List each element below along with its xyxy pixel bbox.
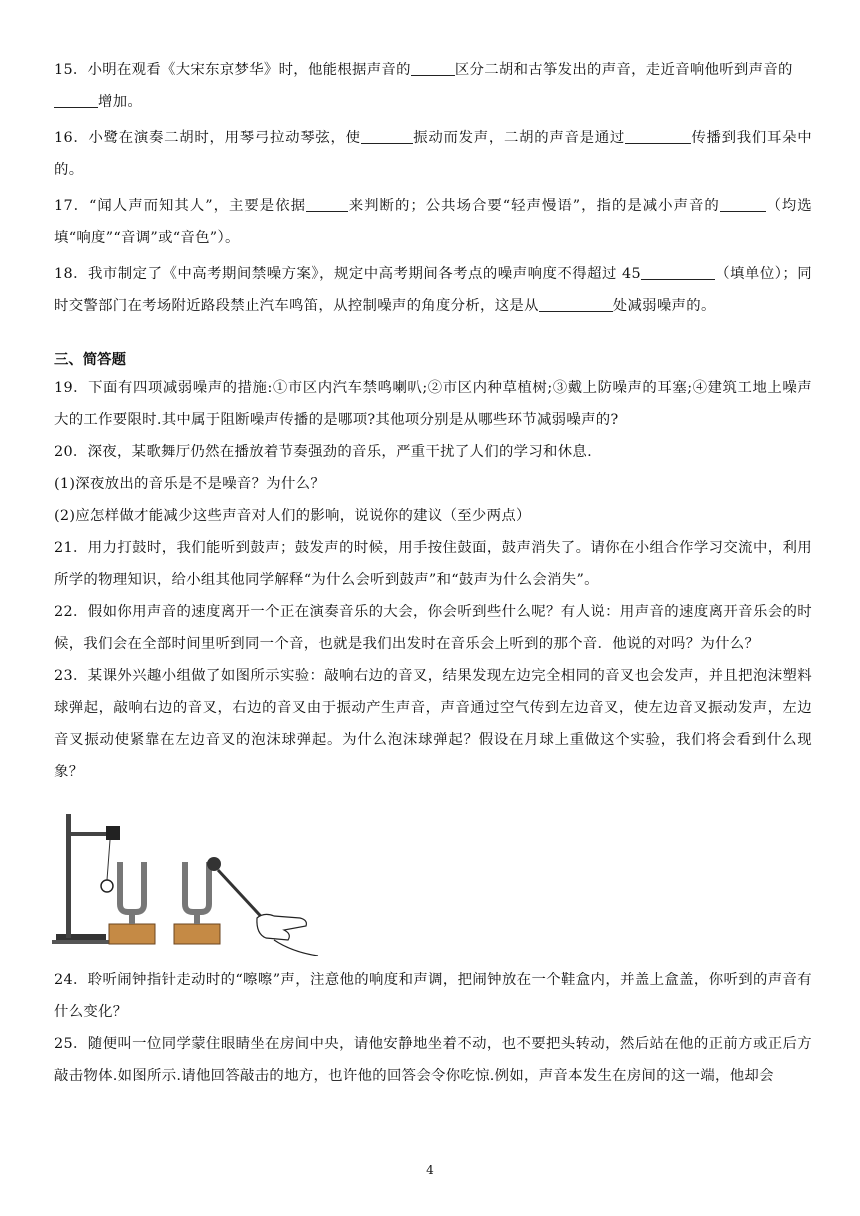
question-18 — [54, 258, 812, 322]
q18-text-a: 18．我市制定了《中高考期间禁噪方案》，规定中高考期间各考点的噪声响度不得超过 45 — [54, 266, 641, 282]
hand — [257, 914, 306, 940]
q16-text-c: 传播到我们耳朵中的。 — [54, 130, 812, 178]
answer-blank[interactable] — [625, 125, 691, 144]
left-resonance-box — [109, 924, 155, 944]
question-23: 23．某课外兴趣小组做了如图所示实验：敲响右边的音叉，结果发现左边完全相同的音叉也会发声，并且把泡沫塑料球弹起，敲响右边的音叉，右边的音叉由于振动产生声音，声音通过空气传到左边音叉，使左边音叉振动发声，左边音叉振动使紧靠在左边音叉的泡沫球弹起。为什么泡沫球弹起？假设在月球上重做这个实验，我们将会看到什么现象？ — [54, 668, 812, 780]
q17-text-b: 来判断的；公共场合要“轻声慢语”，指的是减小声音的 — [348, 198, 720, 214]
question-25: 25．随便叫一位同学蒙住眼睛坐在房间中央，请他安静地坐着不动，也不要把头转动，然后站在他的正前方或正后方敲击物体.如图所示.请他回答敲击的地方，也许他的回答会令你吃惊.例如，声音本发生在房间的这一端，他却会 — [54, 1036, 812, 1084]
answer-blank[interactable] — [411, 57, 455, 76]
left-tuning-fork — [120, 862, 144, 912]
answer-blank[interactable] — [306, 193, 348, 212]
right-tuning-fork — [185, 862, 209, 912]
answer-blank[interactable] — [641, 261, 715, 280]
q17-text-a: 17．“闻人声而知其人”，主要是依据 — [54, 198, 307, 214]
q15-text-b: 区分二胡和古筝发出的声音，走近音响他听到声音的 — [454, 62, 793, 78]
question-21: 21．用力打鼓时，我们能听到鼓声；鼓发声的时候，用手按住鼓面，鼓声消失了。请你在小组合作学习交流中，利用所学的物理知识，给小组其他同学解释“为什么会听到鼓声”和“鼓声为什么会消失”。 — [54, 540, 812, 588]
answer-blank[interactable] — [361, 125, 413, 144]
section-heading: 三、简答题 — [54, 352, 126, 368]
answer-blank[interactable] — [720, 193, 766, 212]
q18-text-b: （填单位）；同时交警部门在考场附近路段禁止汽车鸣笛，从控制噪声的角度分析，这是从 — [54, 266, 812, 314]
question-20-part-2: (2)应怎样做才能减少这些声音对人们的影响，说说你的建议（至少两点） — [54, 508, 531, 524]
question-22: 22．假如你用声音的速度离开一个正在演奏音乐的大会，你会听到些什么呢？有人说：用声音的速度离开音乐会的时候，我们会在全部时间里听到同一个音，也就是我们出发时在音乐会上听到的那个音．他说的对吗？为什么？ — [54, 604, 812, 652]
clamp — [106, 826, 120, 840]
answer-blank[interactable] — [539, 293, 613, 312]
q17-text-c: （均选填“响度”“音调”或“音色”）。 — [54, 198, 812, 246]
q15-text-a: 15．小明在观看《大宋东京梦华》时，他能根据声音的 — [54, 62, 411, 78]
question-20-part-1: (1)深夜放出的音乐是不是噪音？为什么？ — [54, 476, 326, 492]
question-24: 24．聆听闹钟指针走动时的“嚓嚓”声，注意他的响度和声调，把闹钟放在一个鞋盒内，并盖上盒盖，你听到的声音有什么变化？ — [54, 972, 812, 1020]
question-17 — [54, 190, 812, 254]
tuning-fork-experiment-figure — [52, 806, 322, 956]
page-number: 4 — [426, 1163, 434, 1177]
answer-blank[interactable] — [54, 89, 98, 108]
right-resonance-box — [174, 924, 220, 944]
question-19: 19．下面有四项减弱噪声的措施:①市区内汽车禁鸣喇叭;②市区内种草植树;③戴上防噪声的耳塞;④建筑工地上噪声大的工作要限时.其中属于阻断噪声传播的是哪项?其他项分别是从哪些环节减弱噪声的? — [54, 380, 812, 428]
string — [107, 840, 110, 880]
q15-text-c: 增加。 — [98, 94, 143, 110]
q16-text-a: 16．小鹭在演奏二胡时，用琴弓拉动琴弦，使 — [54, 130, 361, 146]
question-20: 20．深夜，某歌舞厅仍然在播放着节奏强劲的音乐，严重干扰了人们的学习和休息. — [54, 444, 592, 460]
question-15 — [54, 54, 812, 118]
q16-text-b: 振动而发声，二胡的声音是通过 — [412, 130, 625, 146]
question-16 — [54, 122, 812, 186]
foam-ball — [101, 880, 113, 892]
q18-text-c: 处减弱噪声的。 — [612, 298, 716, 314]
mallet-head — [207, 857, 221, 871]
